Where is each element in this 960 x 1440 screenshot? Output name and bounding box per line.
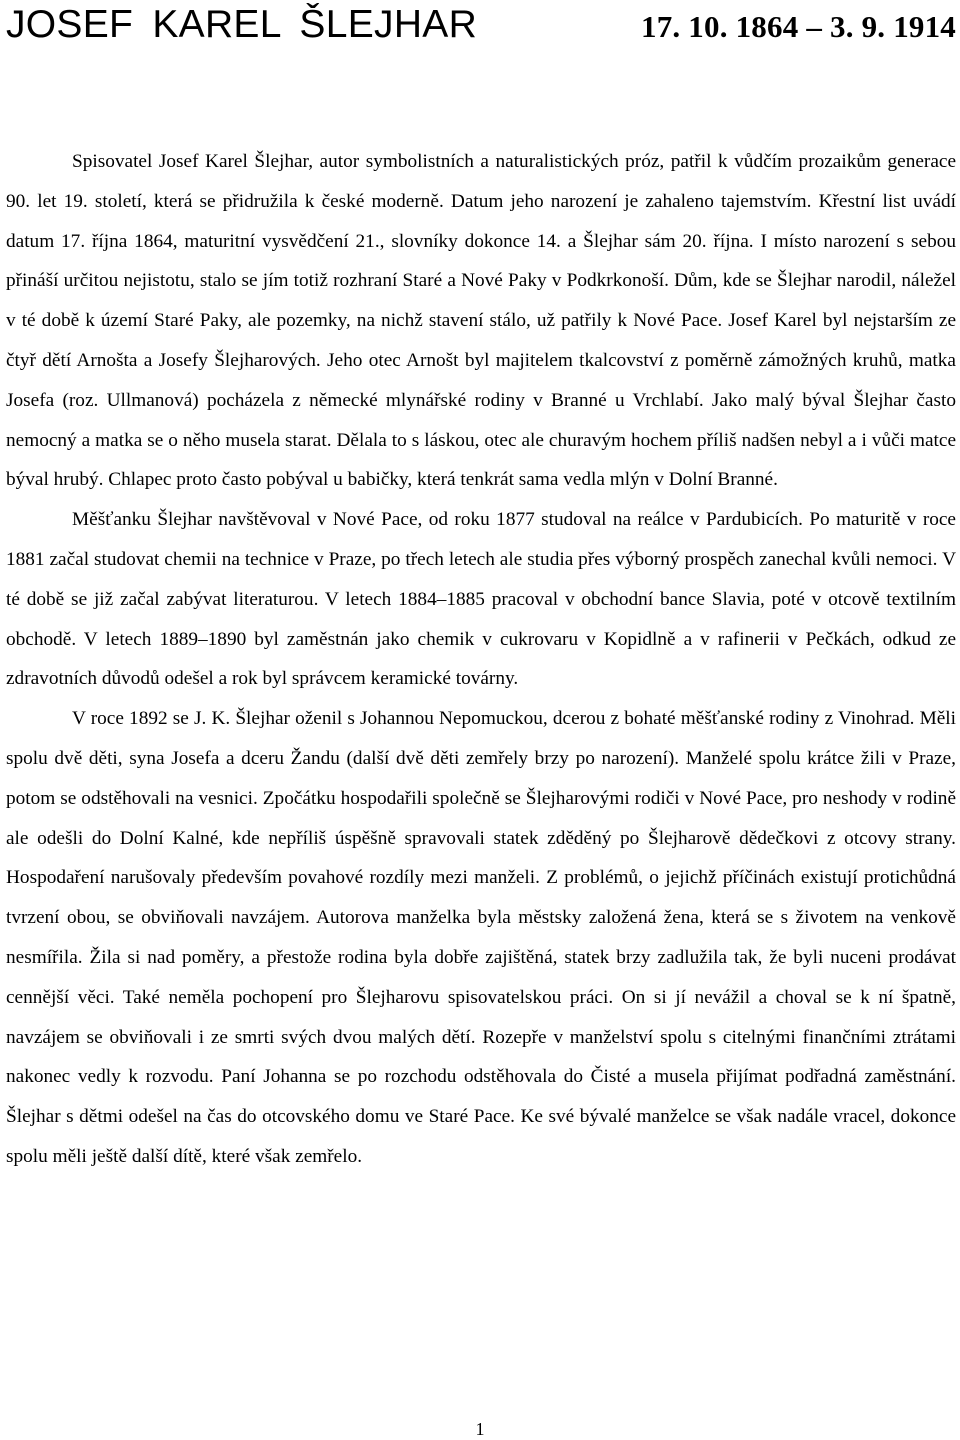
paragraph-education-career: Měšťanku Šlejhar navštěvoval v Nové Pace, od roku 1877 studoval na reálce v Pardubicích. Po maturitě v roce 1881 začal studovat chemii na technice v Praze, po třech letech ale studia přes výborný prospěch zanechal kvůli nemoci. V té době se již začal zabývat literaturou. V letech 1884–1885 pracoval v obchodní bance Slavia, poté v otcově textilním obchodě. V letech 1889–1890 byl zaměstnán jako chemik v cukrovaru v Kopidlně a v rafinerii v Pečkách, odkud ze zdravotních důvodů odešel a rok byl správcem keramické továrny. xyxy=(6,509,956,690)
author-life-dates: 17. 10. 1864 – 3. 9. 1914 xyxy=(641,9,956,44)
paragraph-marriage: V roce 1892 se J. K. Šlejhar oženil s Johannou Nepomuckou, dcerou z bohaté měšťanské rodiny z Vinohrad. Měli spolu dvě děti, syna Josefa a dceru Žandu (další dvě děti zemřely brzy po narození). Manželé spolu krátce žili v Praze, potom se odstěhovali na vesnici. Zpočátku hospodařili společně se Šlejharovými rodiči v Nové Pace, pro neshody v rodině ale odešli do Dolní Kalné, kde nepříliš úspěšně spravovali statek zděděný po Šlejharově dědečkovi z otcovy strany. Hospodaření narušovaly především povahové rozdíly mezi manželi. Z problémů, o jejichž příčinách existují protichůdná tvrzení obou, se obviňovali navzájem. Autorova manželka byla městsky založená žena, která se s životem na venkově nesmířila. Žila si nad poměry, a přestože rodina byla dobře zajištěná, statek brzy zadlužila tak, že byli nuceni prodávat cennější věci. Také neměla pochopení pro Šlejharovu spisovatelskou práci. On si jí nevážil a choval se k ní špatně, navzájem se obviňovali i ze smrti svých dvou malých dětí. Rozepře v manželství spolu s citelnými finančními ztrátami nakonec vedly k rozvodu. Paní Johanna se po rozchodu odstěhovala do Čisté a musela přijímat podřadná zaměstnání. Šlejhar s dětmi odešel na čas do otcovského domu ve Staré Pace. Ke své bývalé manželce se však nadále vracel, dokonce spolu měli ještě další dítě, které však zemřelo. xyxy=(6,708,956,1167)
page-number: 1 xyxy=(475,1419,485,1439)
author-name-heading: JOSEF KAREL ŠLEJHAR xyxy=(6,3,478,46)
document-body xyxy=(6,142,956,1177)
paragraph-biography-childhood: Spisovatel Josef Karel Šlejhar, autor symbolistních a naturalistických próz, patřil k vůdčím prozaikům generace 90. let 19. století, která se přidružila k české moderně. Datum jeho narození je zahaleno tajemstvím. Křestní list uvádí datum 17. října 1864, maturitní vysvědčení 21., slovníky dokonce 14. a Šlejhar sám 20. října. I místo narození s sebou přináší určitou nejistotu, stalo se jím totiž rozhraní Staré a Nové Paky v Podkrkonoší. Dům, kde se Šlejhar narodil, náležel v té době k území Staré Paky, ale pozemky, na nichž stavení stálo, už patřily k Nové Pace. Josef Karel byl nejstarším ze čtyř dětí Arnošta a Josefy Šlejharových. Jeho otec Arnošt byl majitelem tkalcovství z poměrně zámožných kruhů, matka Josefa (roz. Ullmanová) pocházela z německé mlynářské rodiny v Branné u Vrchlabí. Jako malý býval Šlejhar často nemocný a matka se o něho musela starat. Dělala to s láskou, otec ale churavým hochem příliš nadšen nebyl a i vůči matce býval hrubý. Chlapec proto často pobýval u babičky, která tenkrát sama vedla mlýn v Dolní Branné. xyxy=(6,151,956,491)
document-header xyxy=(6,2,956,50)
